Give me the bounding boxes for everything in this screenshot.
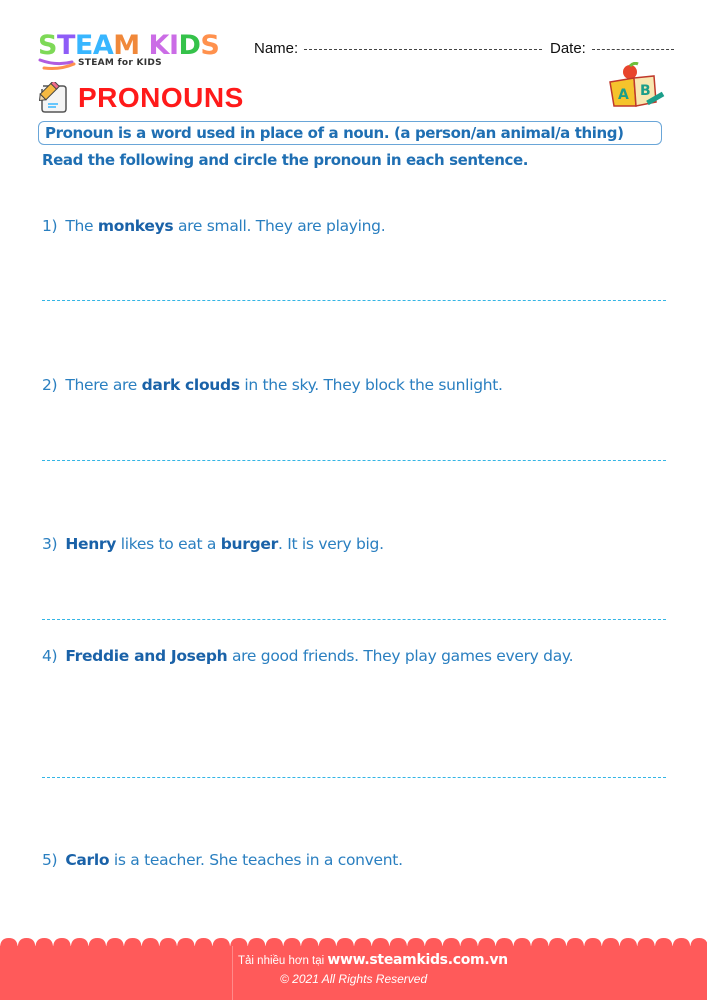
sentence-fragment[interactable]: The bbox=[65, 217, 98, 235]
logo-swoosh-icon bbox=[38, 58, 78, 72]
sentence-4 bbox=[42, 647, 573, 665]
logo-letter: A bbox=[92, 30, 114, 61]
sentence-number: 4) bbox=[42, 647, 58, 665]
answer-line-1[interactable] bbox=[42, 300, 666, 301]
highlighted-noun[interactable]: monkeys bbox=[97, 217, 174, 235]
sentence-number: 3) bbox=[42, 535, 58, 553]
sentence-text[interactable] bbox=[65, 535, 383, 553]
svg-text:B: B bbox=[640, 83, 651, 99]
highlighted-noun[interactable]: Henry bbox=[65, 535, 117, 553]
footer-divider bbox=[232, 946, 233, 1000]
sentence-fragment[interactable]: are small. They are playing. bbox=[173, 217, 386, 235]
answer-line-4[interactable] bbox=[42, 777, 666, 778]
highlighted-noun[interactable]: Carlo bbox=[65, 851, 110, 869]
footer-website-link[interactable]: www.steamkids.com.vn bbox=[327, 952, 508, 968]
sentence-text[interactable] bbox=[65, 851, 402, 869]
date-label: Date: bbox=[550, 40, 586, 57]
logo-letter bbox=[140, 30, 149, 61]
sentence-number: 2) bbox=[42, 376, 58, 394]
sentence-fragment[interactable]: There are bbox=[65, 376, 142, 394]
sentence-fragment[interactable]: is a teacher. She teaches in a convent. bbox=[109, 851, 403, 869]
logo-letter: T bbox=[56, 30, 75, 61]
sentence-text[interactable] bbox=[65, 217, 385, 235]
sentence-5 bbox=[42, 851, 403, 869]
sentence-number: 5) bbox=[42, 851, 58, 869]
instruction-text: Read the following and circle the pronoun in each sentence. bbox=[42, 151, 529, 169]
logo-letter: K bbox=[148, 30, 169, 61]
sentence-number: 1) bbox=[42, 217, 58, 235]
footer-download-text bbox=[238, 952, 508, 968]
name-field[interactable] bbox=[254, 40, 542, 57]
abc-book-icon bbox=[606, 62, 666, 112]
page-title: PRONOUNS bbox=[78, 82, 244, 113]
sentence-1 bbox=[42, 217, 385, 235]
sentence-text[interactable] bbox=[65, 376, 502, 394]
date-field[interactable] bbox=[550, 40, 674, 57]
logo-letter: D bbox=[178, 30, 201, 61]
sentence-3 bbox=[42, 535, 384, 553]
name-label: Name: bbox=[254, 40, 299, 57]
logo-letter: I bbox=[168, 30, 179, 61]
footer-copyright: © 2021 All Rights Reserved bbox=[280, 972, 428, 986]
name-blank-line[interactable] bbox=[304, 48, 542, 50]
date-blank-line[interactable] bbox=[592, 48, 674, 50]
logo-letter: S bbox=[200, 30, 220, 61]
svg-text:A: A bbox=[618, 87, 629, 103]
definition-box: Pronoun is a word used in place of a noun. (a person/an animal/a thing) bbox=[38, 121, 662, 145]
logo-wordmark bbox=[38, 32, 238, 60]
pencil-paper-icon bbox=[38, 82, 70, 114]
sentence-fragment[interactable]: . It is very big. bbox=[277, 535, 384, 553]
worksheet-title-row bbox=[38, 82, 244, 114]
sentence-2 bbox=[42, 376, 503, 394]
highlighted-noun[interactable]: dark clouds bbox=[141, 376, 240, 394]
highlighted-noun[interactable]: Freddie and Joseph bbox=[65, 647, 228, 665]
sentence-fragment[interactable]: are good friends. They play games every day. bbox=[227, 647, 574, 665]
steam-kids-logo bbox=[38, 32, 238, 72]
answer-line-3[interactable] bbox=[42, 619, 666, 620]
logo-letter: E bbox=[74, 30, 93, 61]
sentence-text[interactable] bbox=[65, 647, 573, 665]
sentence-fragment[interactable]: likes to eat a bbox=[116, 535, 221, 553]
highlighted-noun[interactable]: burger bbox=[220, 535, 278, 553]
logo-tagline: STEAM for KIDS bbox=[78, 58, 162, 68]
logo-letter: S bbox=[38, 30, 57, 61]
sentence-fragment[interactable]: in the sky. They block the sunlight. bbox=[239, 376, 503, 394]
footer-download-label: Tải nhiều hơn tại bbox=[238, 955, 328, 967]
answer-line-2[interactable] bbox=[42, 460, 666, 461]
logo-letter: M bbox=[113, 30, 140, 61]
